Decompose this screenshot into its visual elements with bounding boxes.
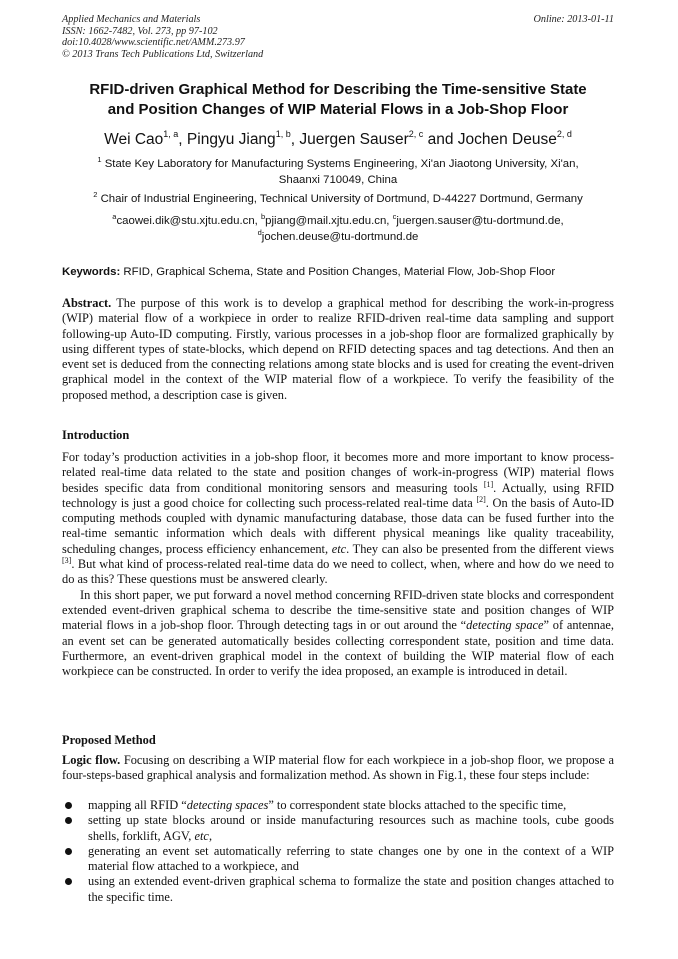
- paper-title: [62, 80, 614, 120]
- section-heading-proposed-method: Proposed Method: [62, 733, 156, 747]
- list-item: using an extended event-driven graphical schema to formalize the state and position changes attached to the specific time.: [62, 874, 614, 905]
- section-heading-introduction: Introduction: [62, 428, 130, 442]
- email-mark: a: [112, 212, 117, 221]
- doi-line: doi:10.4028/www.scientific.net/AMM.273.97: [62, 37, 245, 49]
- affiliation-text: State Key Laboratory for Manufacturing Systems Engineering, Xi'an Jiaotong University, Xi'an,: [104, 158, 579, 170]
- copyright-line: © 2013 Trans Tech Publications Ltd, Switzerland: [62, 48, 264, 60]
- author-affil-mark: 1, b: [275, 129, 291, 139]
- affiliation-1: [62, 156, 614, 188]
- author-affil-mark: 1, a: [163, 129, 179, 139]
- author-name: Jochen Deuse: [457, 131, 557, 148]
- paragraph: In this short paper, we put forward a novel method concerning RFID-driven state blocks and correspondent extended event-driven graphical schema to describe the time-sensitive state and position changes of WIP material flows in a job-shop floor. Through detecting tags in or out around the “detecting space” of antennae, an event set can be generated automatically besides collecting correspondent state, position and time data. Furthermore, an event-driven graphical model in the context of building the WIP material flow of each workpiece can be constructed. In order to verify the idea proposed, an example is introduced in detail.: [62, 587, 614, 679]
- email-list: [62, 213, 614, 245]
- email-mark: c: [392, 212, 397, 221]
- abstract: [62, 296, 614, 403]
- keywords-text: RFID, Graphical Schema, State and Position Changes, Material Flow, Job-Shop Floor: [123, 266, 556, 278]
- author-name: Pingyu Jiang: [186, 131, 276, 148]
- abstract-text: The purpose of this work is to develop a graphical method for describing the work-in-progress (WIP) material flow of a workpiece in order to realize RFID-driven real-time data sampling and support following-up Auto-ID computing. Firstly, various processes in a job-shop floor are formalized graphically by using different types of state-blocks, which depend on RFID detecting spaces and tag detections. And then an event set is deduced from the connecting relations among state blocks and is used for creating the event-driven graphical model in the context of the WIP material flow of a workpiece. To verify the feasibility of the proposed method, a description case is given.: [62, 296, 614, 402]
- author-list: Wei Cao$^{1, a}$, Pingyu Jiang$^{1, b}$, Juergen Sauser$^{2, c}$ and Jochen Deuse$^{2, d}$: [104, 129, 572, 148]
- journal-name: Applied Mechanics and Materials: [62, 14, 201, 25]
- email-link[interactable]: jochen.deuse@tu-dortmund.de: [261, 231, 419, 243]
- author-name: Wei Cao: [104, 131, 164, 148]
- citation[interactable]: [2]: [476, 494, 486, 504]
- title-line-1: RFID-driven Graphical Method for Describing the Time-sensitive State: [89, 81, 587, 98]
- paragraph: For today’s production activities in a job-shop floor, it becomes more and more important to know process-related real-time data related to the state and position changes of work-in-progress (WIP) material flows besides specific data from conditional monitoring sensors and measuring tools [1]. Actually, using RFID technology is just a good choice for collecting such process-related real-time data [2]. On the basis of Auto-ID computing methods coupled with dynamic manufacturing database, those data can be fused further into the real-time semantic information which deals with different physical meanings like quality traceability, scheduling changes, process efficiency enhancement, etc. They can also be presented from the different views [3]. But what kind of process-related real-time data do we need to collect, when, where and how do we need to do as this? These questions must be answered clearly.: [62, 450, 614, 587]
- logic-flow-paragraph: [62, 753, 614, 784]
- online-date: Online: 2013-01-11: [533, 14, 614, 25]
- affiliation-mark: 1: [97, 155, 102, 164]
- list-item: generating an event set automatically referring to state changes one by one in the context of a WIP material flow attached to a workpiece, and: [62, 844, 614, 875]
- email-mark: b: [261, 212, 266, 221]
- email-mark: d: [257, 228, 262, 237]
- author-affil-mark: 2, c: [408, 129, 424, 139]
- affiliation-text: Shaanxi 710049, China: [278, 174, 398, 186]
- keywords-label: Keywords:: [62, 266, 121, 278]
- abstract-label: Abstract.: [62, 296, 112, 310]
- email-link[interactable]: juergen.sauser@tu-dortmund.de,: [396, 215, 564, 227]
- bullet-icon: [65, 817, 72, 824]
- affiliation-2: [62, 191, 614, 207]
- keywords: [62, 264, 614, 280]
- citation[interactable]: [1]: [483, 479, 494, 489]
- affiliation-mark: 2: [93, 190, 98, 199]
- logic-flow-label: Logic flow.: [62, 753, 121, 767]
- email-link[interactable]: caowei.dik@stu.xjtu.edu.cn,: [116, 215, 258, 227]
- list-item: mapping all RFID “detecting spaces” to correspondent state blocks attached to the specific time,: [62, 798, 614, 813]
- title-line-2: and Position Changes of WIP Material Flows in a Job-Shop Floor: [107, 101, 569, 118]
- logic-flow-text: Focusing on describing a WIP material flow for each workpiece in a job-shop floor, we propose a four-steps-based graphical analysis and formalization method. As shown in Fig.1, these four steps include:: [62, 753, 614, 783]
- citation[interactable]: [3]: [62, 556, 72, 566]
- step-list: [62, 798, 614, 905]
- author-name: Juergen Sauser: [299, 131, 409, 148]
- list-item: setting up state blocks around or inside manufacturing resources such as machine tools, cube goods shells, forklift, AGV, etc,: [62, 813, 614, 844]
- bullet-icon: [65, 878, 72, 885]
- bullet-icon: [65, 802, 72, 809]
- bullet-icon: [65, 848, 72, 855]
- affiliation-text: Chair of Industrial Engineering, Technical University of Dortmund, D-44227 Dortmund, Germany: [100, 193, 583, 205]
- author-affil-mark: 2, d: [556, 129, 572, 139]
- introduction-body: [62, 450, 614, 679]
- issn-line: ISSN: 1662-7482, Vol. 273, pp 97-102: [62, 25, 218, 37]
- email-link[interactable]: pjiang@mail.xjtu.edu.cn,: [265, 215, 390, 227]
- journal-header: [62, 14, 614, 60]
